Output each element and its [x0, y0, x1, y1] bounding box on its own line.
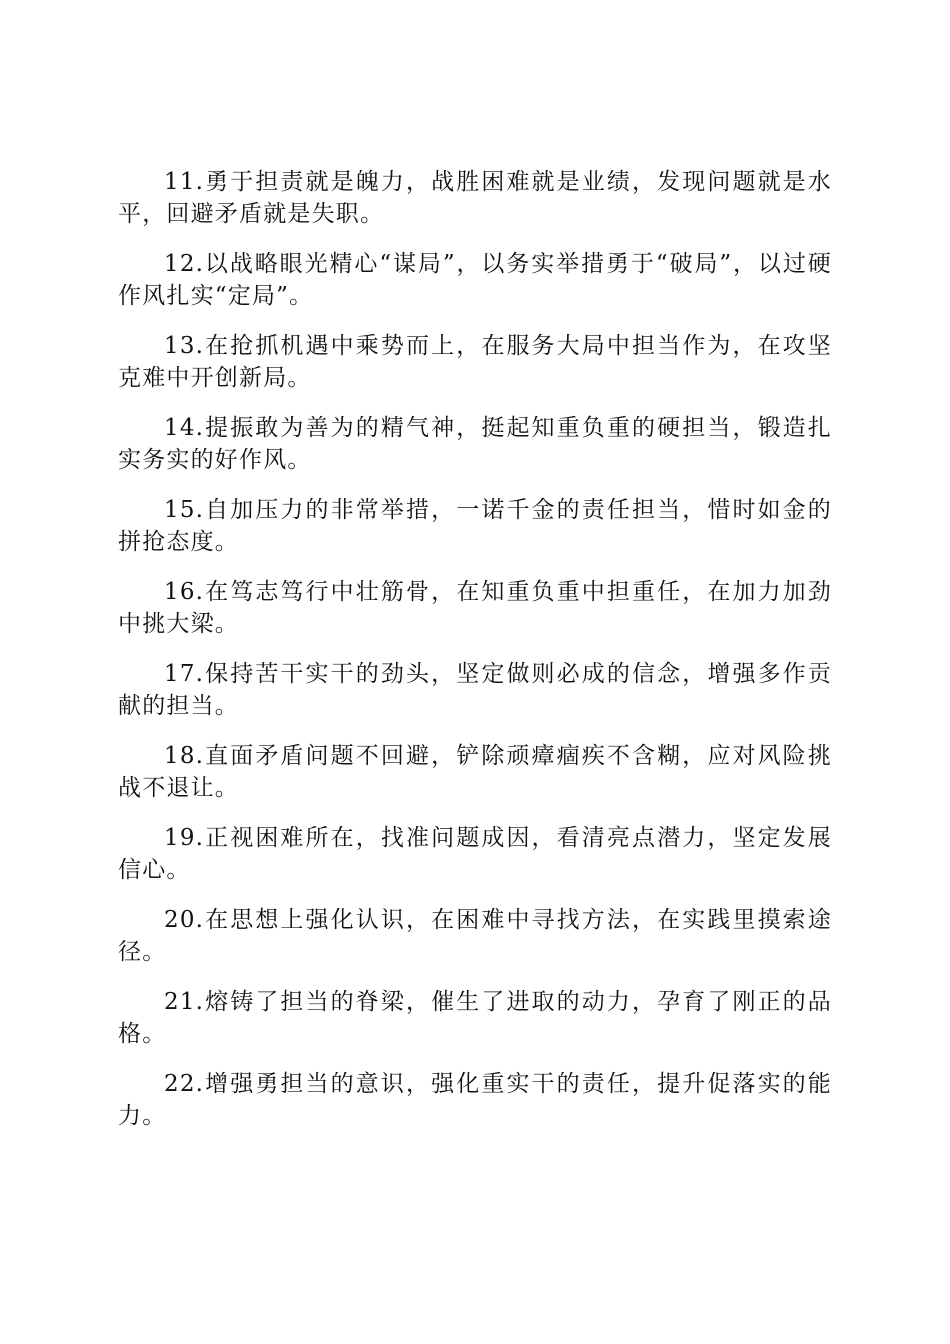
paragraph-16: 16.在笃志笃行中壮筋骨，在知重负重中担重任，在加力加劲中挑大梁。 — [118, 579, 832, 637]
paragraph-18: 18.直面矛盾问题不回避，铲除顽瘴痼疾不含糊，应对风险挑战不退让。 — [118, 743, 832, 801]
paragraph-19: 19.正视困难所在，找准问题成因，看清亮点潜力，坚定发展信心。 — [118, 825, 832, 883]
paragraph-12: 12.以战略眼光精心“谋局”，以务实举措勇于“破局”，以过硬作风扎实“定局”。 — [118, 251, 832, 309]
paragraph-14: 14.提振敢为善为的精气神，挺起知重负重的硬担当，锻造扎实务实的好作风。 — [118, 415, 832, 473]
paragraph-21: 21.熔铸了担当的脊梁，催生了进取的动力，孕育了刚正的品格。 — [118, 989, 832, 1047]
paragraph-13: 13.在抢抓机遇中乘势而上，在服务大局中担当作为，在攻坚克难中开创新局。 — [118, 333, 832, 391]
paragraph-11: 11.勇于担责就是魄力，战胜困难就是业绩，发现问题就是水平，回避矛盾就是失职。 — [118, 169, 832, 227]
paragraph-20: 20.在思想上强化认识，在困难中寻找方法，在实践里摸索途径。 — [118, 907, 832, 965]
paragraph-17: 17.保持苦干实干的劲头，坚定做则必成的信念，增强多作贡献的担当。 — [118, 661, 832, 719]
paragraph-22: 22.增强勇担当的意识，强化重实干的责任，提升促落实的能力。 — [118, 1071, 832, 1129]
paragraph-15: 15.自加压力的非常举措，一诺千金的责任担当，惜时如金的拼抢态度。 — [118, 497, 832, 555]
document-body — [118, 166, 832, 1150]
